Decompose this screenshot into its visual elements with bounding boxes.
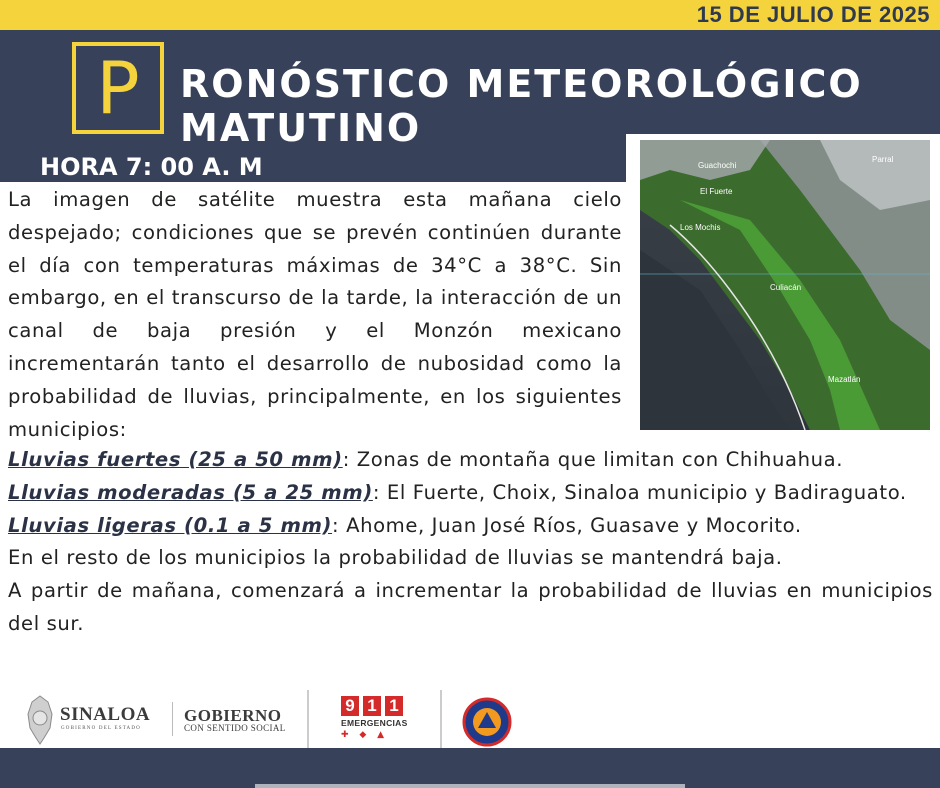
satellite-map: [640, 140, 930, 430]
forecast-label: Lluvias moderadas (5 a 25 mm): [8, 480, 373, 504]
initial-box: [72, 42, 164, 134]
forecast-label: Lluvias ligeras (0.1 a 5 mm): [8, 513, 333, 537]
title-line-2: MATUTINO: [180, 106, 422, 150]
top-bar: [0, 0, 940, 30]
satellite-image: [626, 134, 940, 438]
forecast-text: : El Fuerte, Choix, Sinaloa municipio y Badiraguato.: [372, 480, 907, 504]
footer-bar: [0, 748, 940, 788]
emergency-icons: ✚ ◆ ▲: [341, 730, 389, 740]
emergencias-911-logo: [341, 696, 408, 748]
digit-1b: 1: [385, 696, 403, 716]
forecast-item: [8, 477, 933, 510]
gobierno-wordmark: GOBIERNO: [184, 706, 282, 725]
title-line-1: RONÓSTICO METEOROLÓGICO: [180, 62, 863, 106]
forecast-label: Lluvias fuertes (25 a 50 mm): [8, 448, 343, 471]
label-el-fuerte: El Fuerte: [700, 187, 733, 196]
divider: [172, 702, 173, 736]
sinaloa-wordmark: SINALOA: [60, 704, 151, 725]
sinaloa-logo: [24, 694, 184, 748]
gobierno-subtitle: CON SENTIDO SOCIAL: [184, 723, 286, 733]
digit-1: 1: [363, 696, 381, 716]
label-culiacan: Culiacán: [770, 283, 802, 292]
closing-line: En el resto de los municipios la probabilidad de lluvias se mantendrá baja.: [8, 546, 783, 570]
digit-9: 9: [341, 696, 359, 716]
sinaloa-subtitle: GOBIERNO DEL ESTADO: [61, 726, 141, 731]
closing-line: A partir de mañana, comenzará a incrementar la probabilidad de lluvias en municipios del sur.: [8, 579, 933, 635]
label-los-mochis: Los Mochis: [680, 223, 721, 232]
initial-letter: P: [96, 46, 140, 130]
forecast-section: [8, 444, 933, 641]
label-guachochi: Guachochi: [698, 161, 737, 170]
date-label: 15 DE JULIO DE 2025: [696, 2, 930, 27]
label-mazatlan: Mazatlán: [828, 375, 861, 384]
intro-paragraph: La imagen de satélite muestra esta mañana cielo despejado; condiciones que se prevén continúen durante el día con temperaturas máximas de 34°C a 38°C. Sin embargo, en el transcurso de la tarde, la interacción de un canal de baja presión y el Monzón mexicano incrementarán tanto el desarrollo de nubosidad como la probabilidad de lluvias, principalmente, en los siguientes municipios:: [8, 188, 622, 441]
footer-stripe: [255, 784, 685, 788]
divider: [440, 690, 442, 748]
emergencias-label: EMERGENCIAS: [341, 718, 408, 728]
crest-icon: [24, 694, 56, 748]
forecast-text: : Ahome, Juan José Ríos, Guasave y Mocorito.: [332, 513, 802, 537]
time-label: HORA 7: 00 A. M: [40, 153, 263, 181]
forecast-text: : Zonas de montaña que limitan con Chihuahua.: [342, 448, 844, 471]
label-parral: Parral: [872, 155, 894, 164]
proteccion-civil-icon: [462, 697, 512, 747]
forecast-item: [8, 444, 933, 477]
forecast-item: [8, 510, 933, 543]
divider: [307, 690, 309, 748]
